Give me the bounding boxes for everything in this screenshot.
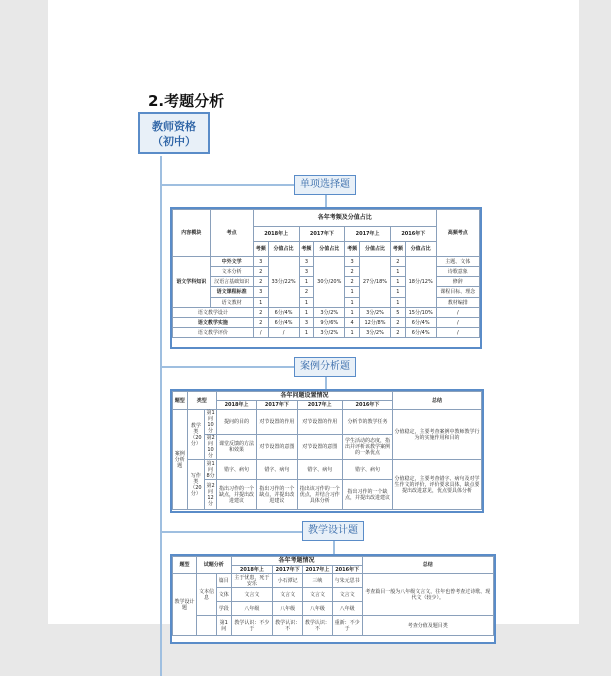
table-cell: / <box>253 328 268 338</box>
table-cell <box>196 616 216 636</box>
table-cell: 文言文 <box>332 588 362 602</box>
sub-freq: 考频 <box>253 242 268 257</box>
sub-freq: 考频 <box>299 242 314 257</box>
table-cell: 2 <box>390 328 405 338</box>
table-cell: 教学认识：不 <box>303 616 333 636</box>
table-cell: 3分/2% <box>360 308 391 318</box>
table-cell: 语文教学设计 <box>173 308 254 318</box>
table-design <box>172 556 494 636</box>
table-cell: 2 <box>390 257 405 267</box>
table-cell: 1 <box>299 328 314 338</box>
table-cell: 2 <box>345 267 360 277</box>
table-design-frame <box>170 554 496 644</box>
year-header: 2018年上 <box>253 227 299 242</box>
table-cell: 2 <box>253 277 268 287</box>
table-cell: 指出习作的一个缺点，并提出改进建议 <box>342 480 392 510</box>
table-cell: 文本分析 <box>210 267 253 277</box>
group-cell: 教学设计题 <box>173 574 197 636</box>
table-cell: 错字、病句 <box>216 460 256 480</box>
table-cell: 分值稳定，主要考查案例中教师教学行为的实施作用和目的 <box>393 410 482 460</box>
table-cell: 1 <box>345 308 360 318</box>
table-cell: 对节设置的意图 <box>297 435 342 460</box>
table-cell: 2 <box>253 267 268 277</box>
table-cell: 1 <box>390 287 405 298</box>
sub-share: 分值占比 <box>405 242 436 257</box>
table-cell: 小石潭记 <box>273 574 303 588</box>
root-line-2: （初中） <box>152 135 196 148</box>
table-cell: 分析节的教学任务 <box>342 410 392 435</box>
branch-line-choice <box>160 184 294 186</box>
section-heading: 2.考题分析 <box>148 92 225 110</box>
table-cell: 1 <box>299 308 314 318</box>
table-cell: 诗歌意象 <box>436 267 479 277</box>
table-cell: 语文教材 <box>210 298 253 308</box>
table-cell: 第1问 8分 <box>206 460 215 479</box>
table-cell: 主于忧患，死于安乐 <box>231 574 273 588</box>
table-cell: 语文教学评价 <box>173 328 254 338</box>
table-case-frame <box>170 389 484 513</box>
table-cell: 学段 <box>216 602 231 616</box>
table-cell: 八年级 <box>332 602 362 616</box>
mindmap-trunk-line <box>160 156 162 676</box>
branch-line-design <box>160 531 302 533</box>
col-sum: 总结 <box>362 557 493 574</box>
table3-title: 各年考题情况 <box>231 557 362 566</box>
table-cell: 2 <box>253 318 268 328</box>
year-header: 2017年下 <box>299 227 345 242</box>
table-cell: 6分/4% <box>405 328 436 338</box>
table-cell: 汉语言基础知识 <box>210 277 253 287</box>
table-cell: 提问的目的 <box>216 410 256 435</box>
table-cell: 6分/4% <box>268 308 299 318</box>
table-cell: 文言文 <box>303 588 333 602</box>
col-kind: 类型 <box>187 392 216 410</box>
table-cell: 4 <box>345 318 360 328</box>
table-cell: 第1问 <box>216 616 231 636</box>
table-cell: 写作类 （20分） <box>187 460 205 510</box>
table-cell: 教学认识：不 <box>273 616 303 636</box>
table-cell: 第1问 10分 <box>206 410 215 434</box>
table-cell: 八年级 <box>303 602 333 616</box>
sub-share: 分值占比 <box>314 242 345 257</box>
table-cell: 1 <box>345 298 360 308</box>
col-analysis: 试题分析 <box>196 557 231 574</box>
group-cell: 语文学科知识 <box>173 257 211 308</box>
year-header: 2016年下 <box>342 401 392 410</box>
table-cell: / <box>436 308 479 318</box>
table-cell: / <box>436 328 479 338</box>
node-case-analysis: 案例分析题 <box>294 357 356 377</box>
table-cell: 2 <box>345 277 360 287</box>
table-cell: 3 <box>253 287 268 298</box>
table-cell: 30分/20% <box>314 257 345 308</box>
table-cell: 3分/2% <box>314 328 345 338</box>
table-cell: 教学类 （20分） <box>187 410 205 460</box>
table-cell: 1 <box>390 277 405 287</box>
table-cell: 1 <box>345 328 360 338</box>
table-cell: 3 <box>253 257 268 267</box>
year-header: 2018年上 <box>216 401 256 410</box>
table-cell: 第2问 12分 <box>205 480 217 510</box>
table-cell: 主题、文体 <box>436 257 479 267</box>
table-cell: 考查篇目一般为八年级文言文，往年也曾考查过诗歌、现代文（较少）。 <box>362 574 493 616</box>
table-cell: 指出习作的一个缺点，并提出改进建议 <box>216 480 256 510</box>
stem-choice <box>325 195 327 207</box>
table-cell: 文本信息 <box>196 574 216 616</box>
table-cell: / <box>268 328 299 338</box>
table-cell: 对节设置的意图 <box>257 435 297 460</box>
document-page <box>48 0 579 632</box>
year-header: 2016年下 <box>390 227 436 242</box>
col-sum: 总结 <box>393 392 482 410</box>
sub-share: 分值占比 <box>268 242 299 257</box>
table-cell: 对节设置的作用 <box>257 410 297 435</box>
table-cell: 对节设置的作用 <box>297 410 342 435</box>
table-cell: 3分/2% <box>314 308 345 318</box>
table-cell: 中外文学 <box>210 257 253 267</box>
table-cell: 12分/8% <box>360 318 391 328</box>
table-cell: 1 <box>390 298 405 308</box>
table-cell: 33分/22% <box>268 257 299 308</box>
table-cell: 考查分值及题目类 <box>362 616 493 636</box>
table-cell: 6分/4% <box>405 318 436 328</box>
table-cell: 18分/12% <box>405 257 436 308</box>
table-cell: 指出该习作的一个优点，并结合习作具体分析 <box>297 480 342 510</box>
col-type: 题型 <box>173 392 188 410</box>
table-cell: 语文课程标准 <box>210 287 253 298</box>
year-header: 2018年上 <box>231 566 273 574</box>
table-cell: 错字、病句 <box>342 460 392 480</box>
year-header: 2016年下 <box>332 566 362 574</box>
table-cell: 语文教学实施 <box>173 318 254 328</box>
table-cell: 2 <box>390 318 405 328</box>
table-cell: 1 <box>299 277 314 287</box>
mindmap-root-node <box>138 112 210 154</box>
table-cell: 文言文 <box>273 588 303 602</box>
table-cell: 2 <box>253 308 268 318</box>
table-cell: 与朱元思书 <box>332 574 362 588</box>
table-cell: 课堂反馈的方法和效果 <box>216 435 256 460</box>
table-cell: 教学认识：不少于 <box>231 616 273 636</box>
table-cell: 第2问 10分 <box>206 435 215 459</box>
table-cell: 1 <box>253 298 268 308</box>
stem-case <box>325 377 327 389</box>
table-case <box>172 391 482 510</box>
table-cell: 6分/4% <box>268 318 299 328</box>
table-cell: 修辞 <box>436 277 479 287</box>
table-cell: 1 <box>390 267 405 277</box>
year-header: 2017年上 <box>297 401 342 410</box>
col-module: 内容模块 <box>173 210 211 257</box>
table-cell: 1 <box>345 287 360 298</box>
table-cell: 9分/6% <box>314 318 345 328</box>
table-choice <box>172 209 480 338</box>
year-header: 2017年上 <box>345 227 391 242</box>
table-cell: 分值稳定，主要考查错字、病句及对学生作文的评价，评价要求具体，缺点要提出改进意见，优点要具体分析 <box>393 460 482 510</box>
table-cell: 错字、病句 <box>297 460 342 480</box>
year-header: 2017年下 <box>273 566 303 574</box>
table-cell: 重新：不少于 <box>332 616 362 636</box>
table-cell: 文言文 <box>231 588 273 602</box>
table-cell: 错字、病句 <box>257 460 297 480</box>
group-cell: 案例分析题 <box>173 410 188 510</box>
table-cell: 3 <box>299 257 314 267</box>
node-teaching-design: 教学设计题 <box>302 521 364 541</box>
table-cell: 学生活动的态度，指出并评析该教学案例的一条优点 <box>342 435 392 460</box>
col-type: 题型 <box>173 557 197 574</box>
table-cell: 27分/18% <box>360 257 391 308</box>
sub-freq: 考频 <box>345 242 360 257</box>
table-cell: 3 <box>299 267 314 277</box>
col-high: 高频考点 <box>436 210 479 257</box>
table2-title: 各年问题设置情况 <box>216 392 392 401</box>
year-header: 2017年上 <box>303 566 333 574</box>
table-cell: 3 <box>299 318 314 328</box>
sub-freq: 考频 <box>390 242 405 257</box>
table-cell: 3 <box>345 257 360 267</box>
table-cell: 3分/2% <box>360 328 391 338</box>
root-line-1: 教师资格 <box>152 120 196 133</box>
stem-design <box>333 541 335 554</box>
table-cell: 三峡 <box>303 574 333 588</box>
table-cell: 篇目 <box>216 574 231 588</box>
table-cell: 5 <box>390 308 405 318</box>
table-cell: 指出习作的一个缺点，并提出改进建议 <box>257 480 297 510</box>
sub-share: 分值占比 <box>360 242 391 257</box>
table-cell: 2 <box>299 287 314 298</box>
table-cell: 课程目标、理念 <box>436 287 479 298</box>
col-point: 考点 <box>210 210 253 257</box>
table-cell: 15分/10% <box>405 308 436 318</box>
branch-line-case <box>160 366 294 368</box>
year-header: 2017年下 <box>257 401 297 410</box>
table-cell: 1 <box>299 298 314 308</box>
table-cell: 文体 <box>216 588 231 602</box>
table-cell: 八年级 <box>273 602 303 616</box>
table-choice-frame <box>170 207 482 349</box>
table-cell: 教材编排 <box>436 298 479 308</box>
table-cell: / <box>436 318 479 328</box>
table-cell: 八年级 <box>231 602 273 616</box>
node-single-choice: 单项选择题 <box>294 175 356 195</box>
table1-title: 各年考频及分值占比 <box>253 210 436 227</box>
